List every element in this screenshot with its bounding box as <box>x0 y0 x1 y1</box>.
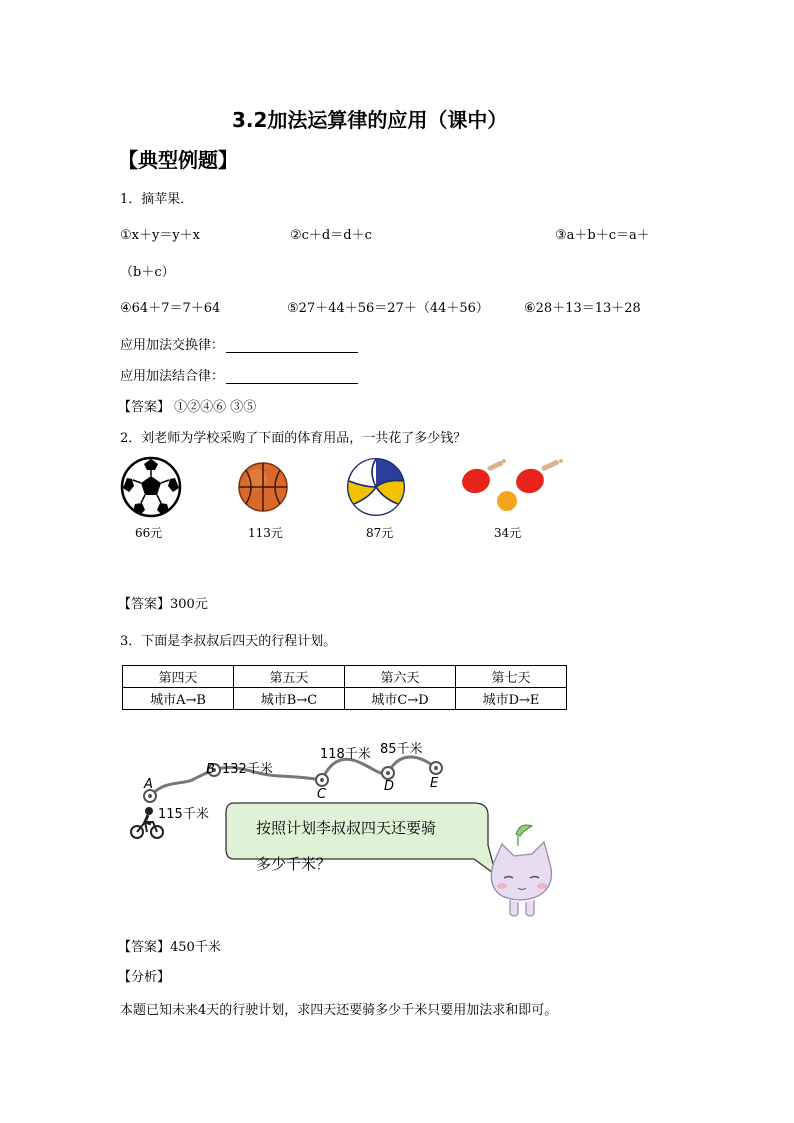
q3-analysis-text: 本题已知未来4天的行驶计划，求四天还要骑多少千米只要用加法求和即可。 <box>120 1003 558 1018</box>
associative-line <box>120 365 358 384</box>
q1-equation-4: ④64＋7＝7＋64 <box>120 301 221 316</box>
q1-equation-2: ②c＋d＝d＋c <box>290 228 372 243</box>
route-label-d: D <box>384 779 395 794</box>
table-cell-day7: 城市D→E <box>456 688 567 710</box>
basketball-icon <box>237 461 289 513</box>
distance-b-c: 132千米 <box>222 762 273 777</box>
q1-equation-1: ①x＋y＝y＋x <box>120 228 201 243</box>
cat-mascot-icon <box>480 820 565 920</box>
speech-bubble-line-1: 按照计划李叔叔四天还要骑 <box>256 819 437 837</box>
ping-pong-set-price: 34元 <box>494 526 522 540</box>
table-header-day4: 第四天 <box>123 666 234 688</box>
route-label-c: C <box>317 787 327 802</box>
route-map <box>120 730 500 810</box>
q1-equation-6: ⑥28＋13＝13＋28 <box>524 301 641 316</box>
volleyball-icon <box>346 457 406 517</box>
associative-answer-blank[interactable] <box>226 371 358 384</box>
q1-prompt: 1．摘苹果． <box>120 192 194 207</box>
page-title: 3.2加法运算律的应用（课中） <box>232 108 508 132</box>
q2-answer: 【答案】300元 <box>118 597 208 612</box>
section-heading: 【典型例题】 <box>118 148 238 172</box>
q1-answer: 【答案】 ①②④⑥ ③⑤ <box>118 400 257 415</box>
associative-label: 应用加法结合律： <box>120 369 225 384</box>
commutative-answer-blank[interactable] <box>226 340 358 353</box>
q2-prompt: 2．刘老师为学校采购了下面的体育用品，一共花了多少钱？ <box>120 431 467 446</box>
q3-analysis-label: 【分析】 <box>118 970 171 985</box>
q3-prompt: 3．下面是李叔叔后四天的行程计划。 <box>120 634 337 649</box>
distance-a-b: 115千米 <box>158 807 209 822</box>
volleyball-price: 87元 <box>366 526 394 540</box>
table-cell-day6: 城市C→D <box>345 688 456 710</box>
distance-d-e: 85千米 <box>380 742 423 757</box>
route-label-b: B <box>206 762 215 777</box>
table-cell-day4: 城市A→B <box>123 688 234 710</box>
q1-equation-3: ③a＋b＋c＝a＋ <box>555 228 650 243</box>
commutative-label: 应用加法交换律： <box>120 338 225 353</box>
basketball-price: 113元 <box>248 526 283 540</box>
table-cell-day5: 城市B→C <box>234 688 345 710</box>
table-header-day5: 第五天 <box>234 666 345 688</box>
q3-answer: 【答案】450千米 <box>118 940 221 955</box>
commutative-line <box>120 334 358 353</box>
q1-equation-5: ⑤27＋44＋56＝27＋（44＋56） <box>287 301 489 316</box>
route-label-e: E <box>430 776 439 791</box>
table-header-day7: 第七天 <box>456 666 567 688</box>
travel-plan-table <box>122 665 567 710</box>
route-label-a: A <box>144 777 153 792</box>
table-header-day6: 第六天 <box>345 666 456 688</box>
soccer-ball-price: 66元 <box>135 526 163 540</box>
cyclist-icon <box>129 806 165 840</box>
q1-equation-3-continued: （b＋c） <box>120 265 175 280</box>
ping-pong-set-icon <box>460 457 570 519</box>
soccer-ball-icon <box>120 456 182 518</box>
distance-c-d: 118千米 <box>320 747 371 762</box>
speech-bubble-line-2: 多少千米？ <box>256 855 332 873</box>
